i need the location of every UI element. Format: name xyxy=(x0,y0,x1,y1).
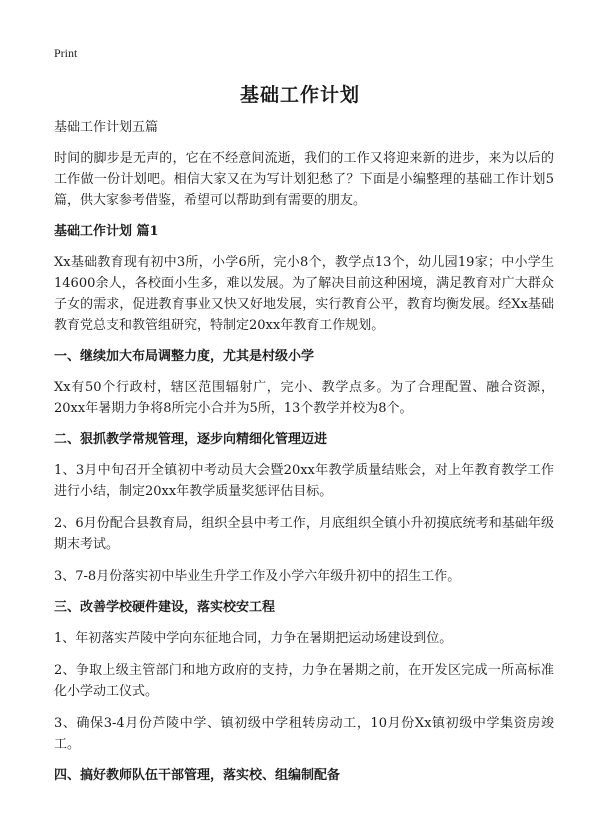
section-paragraph: 1、年初落实芦陵中学向东征地合同，力争在暑期把运动场建设到位。 xyxy=(54,631,453,646)
print-link[interactable]: Print xyxy=(54,46,78,60)
article-opening-paragraph: Xx基础教育现有初中3所，小学6所，完小8个，教学点13个，幼儿园19家；中小学生14600余人，各校面小生多，难以发展。为了解决目前这种困境，满足教育对广大群众子女的需求，促进教育事业又快又好地发展，实行教育公平，教育均衡发展。经Xx基础教育党总支和教管组研究，特制定20xx年教育工作规划。 xyxy=(54,255,554,333)
section-heading: 一、继续加大布局调整力度，尤其是村级小学 xyxy=(54,349,315,364)
document-title: 基础工作计划 xyxy=(239,84,360,106)
section-paragraph: 2、6月份配合县教育局，组织全县中考工作，月底组织全镇小升初摸底统考和基础年级期末考试。 xyxy=(54,516,554,552)
section-heading: 二、狠抓教学常规管理，逐步向精细化管理迈进 xyxy=(54,432,328,447)
section-paragraph: 1、3月中旬召开全镇初中考动员大会暨20xx年教学质量结账会，对上年教育教学工作进行小结，制定20xx年教学质量奖惩评估目标。 xyxy=(54,463,554,499)
document-subtitle: 基础工作计划五篇 xyxy=(54,120,159,135)
section-heading: 四、搞好教师队伍干部管理，落实校、组编制配备 xyxy=(54,768,341,783)
section-paragraph: 3、确保3-4月份芦陵中学、镇初级中学租转房动工，10月份Xx镇初级中学集资房竣工。 xyxy=(54,716,554,752)
intro-paragraph: 时间的脚步是无声的，它在不经意间流逝，我们的工作又将迎来新的进步，来为以后的工作做一份计划吧。相信大家又在为写计划犯愁了？下面是小编整理的基础工作计划5篇，供大家参考借鉴，希望可以帮助到有需要的朋友。 xyxy=(54,151,554,208)
section-paragraph: 3、7-8月份落实初中毕业生升学工作及小学六年级升初中的招生工作。 xyxy=(54,569,461,584)
document-body xyxy=(54,118,554,796)
section-paragraph: 2、争取上级主管部门和地方政府的支持，力争在暑期之前，在开发区完成一所高标准化小学动工仪式。 xyxy=(54,663,554,699)
section-heading: 三、改善学校硬件建设，落实校安工程 xyxy=(54,600,276,615)
article-heading: 基础工作计划 篇1 xyxy=(54,224,159,239)
section-paragraph: Xx有50个行政村，辖区范围辐射广，完小、教学点多。为了合理配置、融合资源，20xx年暑期力争将8所完小合并为5所，13个教学并校为8个。 xyxy=(54,380,554,416)
